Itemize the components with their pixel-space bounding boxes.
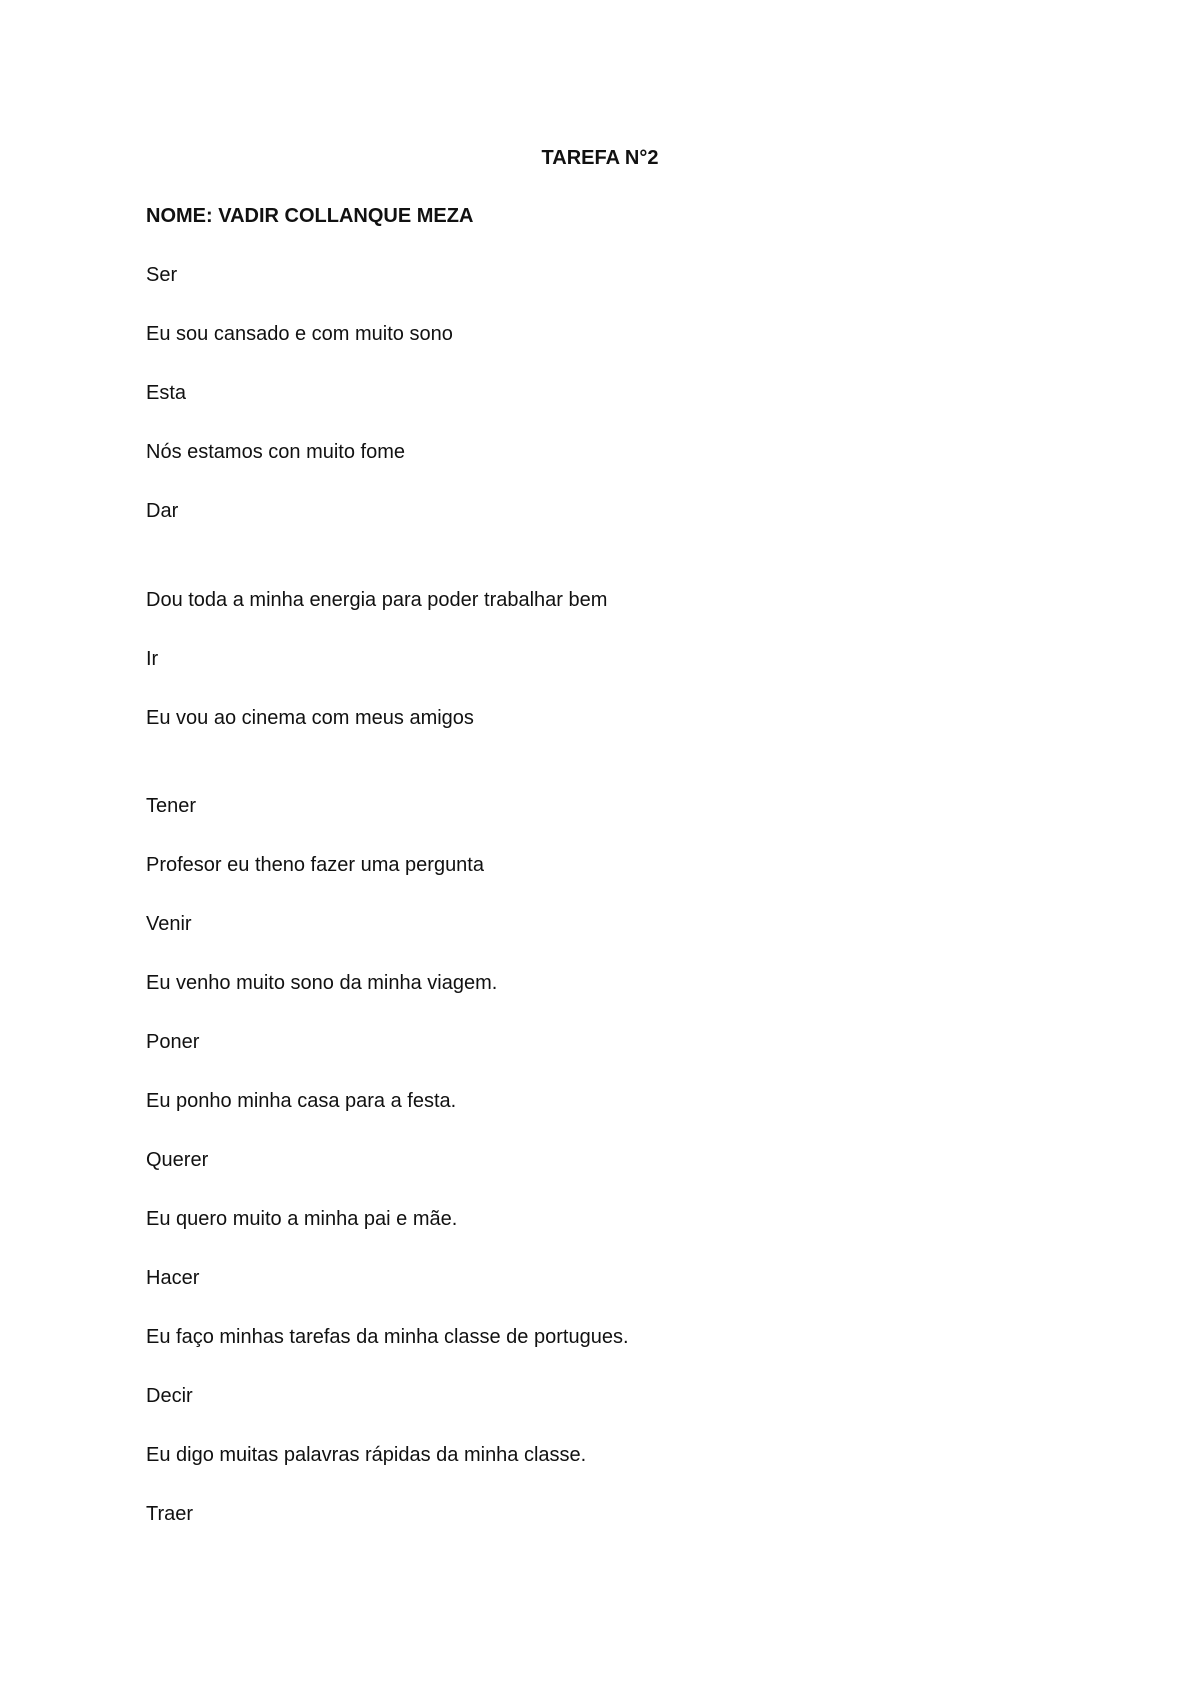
verb-label: Venir: [146, 913, 192, 935]
document-title: TAREFA N°2: [541, 147, 659, 169]
example-sentence: Dou toda a minha energia para poder trabalhar bem: [146, 589, 608, 611]
verb-label: Decir: [146, 1385, 193, 1407]
example-sentence: Eu vou ao cinema com meus amigos: [146, 707, 474, 729]
verb-label: Traer: [146, 1503, 194, 1525]
verb-label: Ir: [146, 648, 159, 670]
verb-label: Poner: [146, 1031, 200, 1053]
example-sentence: Eu sou cansado e com muito sono: [146, 323, 453, 345]
example-sentence: Eu quero muito a minha pai e mãe.: [146, 1208, 458, 1230]
verb-label: Ser: [146, 264, 178, 286]
example-sentence: Eu faço minhas tarefas da minha classe de portugues.: [146, 1326, 629, 1348]
verb-label: Esta: [146, 382, 187, 404]
example-sentence: Profesor eu theno fazer uma pergunta: [146, 854, 484, 876]
verb-label: Tener: [146, 795, 197, 817]
student-name: NOME: VADIR COLLANQUE MEZA: [146, 205, 474, 227]
example-sentence: Eu digo muitas palavras rápidas da minha classe.: [146, 1444, 587, 1466]
example-sentence: Eu ponho minha casa para a festa.: [146, 1090, 457, 1112]
example-sentence: Eu venho muito sono da minha viagem.: [146, 972, 498, 994]
verb-label: Querer: [146, 1149, 209, 1171]
verb-label: Dar: [146, 500, 179, 522]
verb-label: Hacer: [146, 1267, 200, 1289]
example-sentence: Nós estamos con muito fome: [146, 441, 405, 463]
